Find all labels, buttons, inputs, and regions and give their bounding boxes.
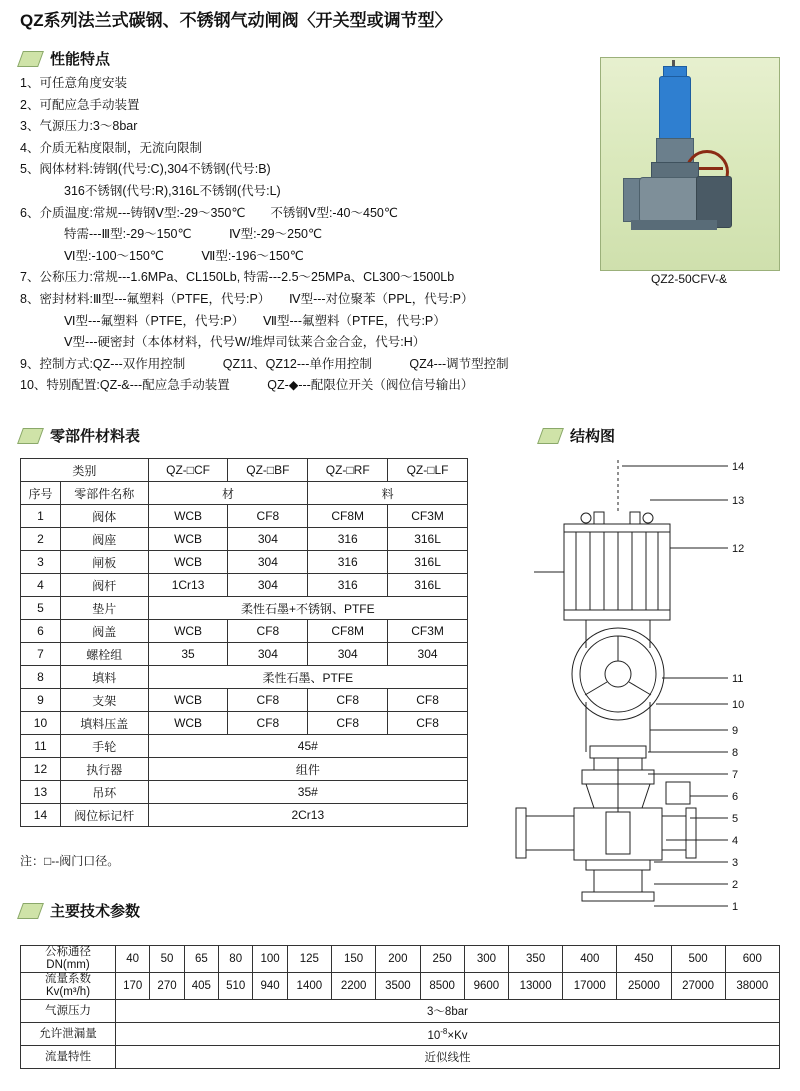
parts-header-lf: QZ-□LF xyxy=(388,459,468,482)
cell-span: 柔性石墨、PTFE xyxy=(148,666,467,689)
kv-value: 510 xyxy=(219,973,253,1000)
callout-14: 14 xyxy=(732,461,745,473)
label-leakage: 允许泄漏量 xyxy=(21,1023,116,1046)
cell-cf: WCB xyxy=(148,712,228,735)
leak-tail: ×Kv xyxy=(447,1029,468,1042)
table-row xyxy=(21,735,468,758)
cell-cf: WCB xyxy=(148,505,228,528)
cell-rf: CF8M xyxy=(308,620,388,643)
table-row xyxy=(21,551,468,574)
cell-name: 执行器 xyxy=(60,758,148,781)
parts-header-rf: QZ-□RF xyxy=(308,459,388,482)
cell-no: 6 xyxy=(21,620,61,643)
section-header-tech xyxy=(20,900,140,921)
kv-value: 405 xyxy=(184,973,218,1000)
leak-base: 10 xyxy=(427,1029,441,1042)
cell-name: 吊环 xyxy=(60,781,148,804)
cell-span: 45# xyxy=(148,735,467,758)
cell-no: 1 xyxy=(21,505,61,528)
callout-9: 9 xyxy=(732,725,739,737)
table-header-row xyxy=(21,482,468,505)
cell-bf: CF8 xyxy=(228,689,308,712)
value-leakage xyxy=(116,1023,780,1046)
table-row xyxy=(21,528,468,551)
green-tag-icon xyxy=(17,903,44,919)
cell-name: 填料 xyxy=(60,666,148,689)
section-title-parts: 零部件材料表 xyxy=(50,428,141,445)
callout-1: 1 xyxy=(732,901,739,913)
parts-table-note: 注：□--阀门口径。 xyxy=(20,854,120,868)
table-row xyxy=(21,505,468,528)
cell-rf: CF8 xyxy=(308,689,388,712)
table-row xyxy=(21,597,468,620)
cell-bf: 304 xyxy=(228,528,308,551)
cell-name: 阀体 xyxy=(60,505,148,528)
features-list xyxy=(20,73,580,397)
feature-item: 9、控制方式:QZ---双作用控制 QZ11、QZ12---单作用控制 QZ4---调节型控制 xyxy=(20,356,509,371)
section-header-features xyxy=(20,48,110,69)
tech-params-table xyxy=(20,945,780,1069)
cell-span: 2Cr13 xyxy=(148,804,467,827)
cell-rf: 316 xyxy=(308,574,388,597)
table-row xyxy=(21,666,468,689)
table-row xyxy=(21,712,468,735)
cell-no: 2 xyxy=(21,528,61,551)
cell-lf: 304 xyxy=(388,643,468,666)
cell-cf: WCB xyxy=(148,689,228,712)
page-title: QZ系列法兰式碳钢、不锈钢气动闸阀〈开关型或调节型〉 xyxy=(20,11,452,30)
kv-value: 2200 xyxy=(331,973,375,1000)
value-flow-characteristic: 近似线性 xyxy=(116,1046,780,1069)
kv-value: 8500 xyxy=(420,973,464,1000)
section-title-tech: 主要技术参数 xyxy=(50,903,141,920)
callout-11: 11 xyxy=(732,673,744,685)
cell-rf: CF8 xyxy=(308,712,388,735)
cell-name: 手轮 xyxy=(60,735,148,758)
parts-header-material-1: 材 xyxy=(148,482,308,505)
parts-header-cf: QZ-□CF xyxy=(148,459,228,482)
cell-no: 14 xyxy=(21,804,61,827)
kv-value: 27000 xyxy=(671,973,725,1000)
parts-material-table xyxy=(20,458,468,827)
cell-span: 柔性石墨+不锈钢、PTFE xyxy=(148,597,467,620)
cell-bf: CF8 xyxy=(228,712,308,735)
feature-item: 1、可任意角度安装 xyxy=(20,76,127,90)
callout-5: 5 xyxy=(732,813,739,825)
cell-name: 支架 xyxy=(60,689,148,712)
feature-item: 2、可配应急手动装置 xyxy=(20,97,140,112)
cell-no: 7 xyxy=(21,643,61,666)
cell-rf: 316 xyxy=(308,528,388,551)
cell-cf: 1Cr13 xyxy=(148,574,228,597)
feature-item: 5、阀体材料:铸钢(代号:C),304不锈钢(代号:B) xyxy=(20,162,271,177)
kv-value: 940 xyxy=(253,973,287,1000)
feature-item: 8、密封材料:Ⅲ型---氟塑料（PTFE，代号:P） Ⅳ型---对位聚苯（PPL，代号:P） xyxy=(20,291,474,306)
cell-no: 10 xyxy=(21,712,61,735)
green-tag-icon xyxy=(537,428,564,444)
callout-13: 13 xyxy=(732,495,745,507)
callout-4: 4 xyxy=(732,835,739,847)
parts-header-name: 零部件名称 xyxy=(60,482,148,505)
cell-lf: 316L xyxy=(388,528,468,551)
dn-value: 300 xyxy=(464,946,508,973)
table-row-flow xyxy=(21,1046,780,1069)
dn-value: 350 xyxy=(509,946,563,973)
dn-value: 200 xyxy=(376,946,420,973)
cell-no: 8 xyxy=(21,666,61,689)
cell-no: 3 xyxy=(21,551,61,574)
table-row-leak xyxy=(21,1023,780,1046)
valve-base-shape xyxy=(631,220,717,230)
kv-value: 25000 xyxy=(617,973,671,1000)
feature-item: 316不锈钢(代号:R),316L不锈钢(代号:L) xyxy=(64,183,281,198)
feature-item: 4、介质无粘度限制，无流向限制 xyxy=(20,140,202,155)
cell-name: 闸板 xyxy=(60,551,148,574)
cell-name: 阀盖 xyxy=(60,620,148,643)
dn-value: 65 xyxy=(184,946,218,973)
cell-no: 12 xyxy=(21,758,61,781)
dn-value: 80 xyxy=(219,946,253,973)
callout-8: 8 xyxy=(732,747,739,759)
label-air-pressure: 气源压力 xyxy=(21,1000,116,1023)
cell-rf: CF8M xyxy=(308,505,388,528)
cell-name: 阀位标记杆 xyxy=(60,804,148,827)
cell-cf: 35 xyxy=(148,643,228,666)
label-kv-line1: 流量系数 xyxy=(45,973,91,985)
label-flow-characteristic: 流量特性 xyxy=(21,1046,116,1069)
cell-bf: CF8 xyxy=(228,620,308,643)
dn-value: 50 xyxy=(150,946,184,973)
label-dn-line2: DN(mm) xyxy=(46,959,90,971)
cell-bf: 304 xyxy=(228,551,308,574)
cell-no: 11 xyxy=(21,735,61,758)
cell-name: 螺栓组 xyxy=(60,643,148,666)
green-tag-icon xyxy=(17,428,44,444)
kv-value: 13000 xyxy=(509,973,563,1000)
table-header-row xyxy=(21,459,468,482)
label-dn xyxy=(21,946,116,973)
section-title-features: 性能特点 xyxy=(50,51,111,68)
dn-value: 600 xyxy=(725,946,779,973)
leak-exponent: -8 xyxy=(440,1026,448,1036)
cell-name: 阀座 xyxy=(60,528,148,551)
section-title-structure: 结构图 xyxy=(570,428,616,445)
kv-value: 3500 xyxy=(376,973,420,1000)
feature-item: 7、公称压力:常规---1.6MPa、CL150Lb, 特需---2.5～25MPa、CL300～1500Lb xyxy=(20,270,455,285)
feature-item: Ⅵ型:-100～150℃ Ⅶ型:-196～150℃ xyxy=(64,248,304,263)
kv-value: 1400 xyxy=(287,973,331,1000)
feature-item: 6、介质温度:常规---铸钢Ⅴ型:-29～350℃ 不锈钢Ⅴ型:-40～450℃ xyxy=(20,205,398,220)
table-row xyxy=(21,804,468,827)
cell-rf: 304 xyxy=(308,643,388,666)
section-header-parts xyxy=(20,425,140,446)
feature-item: 3、气源压力:3～8bar xyxy=(20,119,138,134)
dn-value: 250 xyxy=(420,946,464,973)
cell-lf: CF3M xyxy=(388,620,468,643)
feature-item: 10、特别配置:QZ-&---配应急手动装置 QZ-◆---配限位开关（阀位信号输出） xyxy=(20,378,474,393)
cell-no: 4 xyxy=(21,574,61,597)
cell-cf: WCB xyxy=(148,620,228,643)
table-row xyxy=(21,643,468,666)
kv-value: 9600 xyxy=(464,973,508,1000)
callout-6: 6 xyxy=(732,791,739,803)
cell-rf: 316 xyxy=(308,551,388,574)
table-row xyxy=(21,574,468,597)
dn-value: 400 xyxy=(563,946,617,973)
callout-2: 2 xyxy=(732,879,739,891)
dn-value: 100 xyxy=(253,946,287,973)
cell-no: 9 xyxy=(21,689,61,712)
feature-item: Ⅵ型---氟塑料（PTFE，代号:P） Ⅶ型---氟塑料（PTFE，代号:P） xyxy=(64,313,446,328)
callout-12: 12 xyxy=(732,543,745,555)
parts-header-category: 类别 xyxy=(21,459,149,482)
cell-span: 组件 xyxy=(148,758,467,781)
cell-bf: 304 xyxy=(228,643,308,666)
table-row xyxy=(21,781,468,804)
cell-cf: WCB xyxy=(148,528,228,551)
table-row-dn xyxy=(21,946,780,973)
cell-no: 13 xyxy=(21,781,61,804)
kv-value: 38000 xyxy=(725,973,779,1000)
cell-lf: CF3M xyxy=(388,505,468,528)
kv-value: 17000 xyxy=(563,973,617,1000)
actuator-body-shape xyxy=(659,76,691,140)
label-kv xyxy=(21,973,116,1000)
valve-structure-svg xyxy=(490,452,790,922)
cell-lf: CF8 xyxy=(388,712,468,735)
table-row xyxy=(21,689,468,712)
label-dn-line1: 公称通径 xyxy=(45,946,91,958)
label-kv-line2: Kv(m³/h) xyxy=(45,986,91,998)
cell-name: 填料压盖 xyxy=(60,712,148,735)
kv-value: 170 xyxy=(116,973,150,1000)
callout-10: 10 xyxy=(732,699,745,711)
section-header-structure xyxy=(540,425,615,446)
cell-name: 阀杆 xyxy=(60,574,148,597)
table-row xyxy=(21,620,468,643)
callout-7: 7 xyxy=(732,769,739,781)
kv-value: 270 xyxy=(150,973,184,1000)
handwheel-spoke-shape xyxy=(697,167,723,170)
cell-bf: 304 xyxy=(228,574,308,597)
green-tag-icon xyxy=(17,51,44,67)
feature-item: 特需---Ⅲ型:-29～150℃ Ⅳ型:-29～250℃ xyxy=(64,227,323,242)
value-air-pressure: 3～8bar xyxy=(116,1000,780,1023)
valve-image xyxy=(600,57,780,271)
cell-span: 35# xyxy=(148,781,467,804)
dn-value: 125 xyxy=(287,946,331,973)
cell-bf: CF8 xyxy=(228,505,308,528)
table-row xyxy=(21,758,468,781)
cell-lf: 316L xyxy=(388,574,468,597)
dn-value: 450 xyxy=(617,946,671,973)
cell-no: 5 xyxy=(21,597,61,620)
cell-cf: WCB xyxy=(148,551,228,574)
table-row-air xyxy=(21,1000,780,1023)
table-row-kv xyxy=(21,973,780,1000)
dn-value: 40 xyxy=(116,946,150,973)
photo-caption: QZ2-50CFV-& xyxy=(650,272,728,286)
cell-lf: 316L xyxy=(388,551,468,574)
structure-diagram xyxy=(490,452,790,922)
dn-value: 150 xyxy=(331,946,375,973)
feature-item: Ⅴ型---硬密封（本体材料，代号W/堆焊司钛莱合金合金，代号:H） xyxy=(64,335,426,350)
parts-header-no: 序号 xyxy=(21,482,61,505)
callout-3: 3 xyxy=(732,857,739,869)
dn-value: 500 xyxy=(671,946,725,973)
cell-name: 垫片 xyxy=(60,597,148,620)
parts-header-bf: QZ-□BF xyxy=(228,459,308,482)
product-photo xyxy=(600,57,778,269)
parts-header-material-2: 料 xyxy=(308,482,468,505)
cell-lf: CF8 xyxy=(388,689,468,712)
